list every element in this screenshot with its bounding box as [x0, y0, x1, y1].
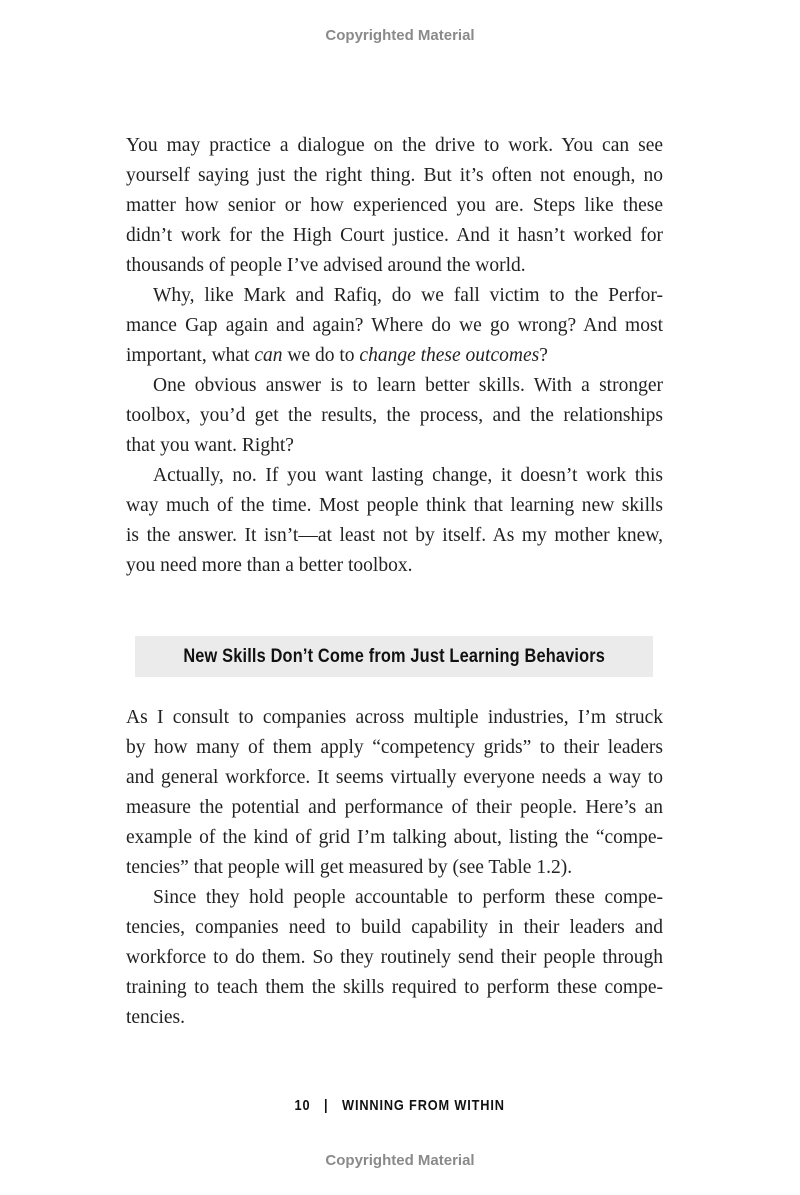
text-line	[126, 401, 663, 431]
text-line	[126, 191, 663, 221]
copyright-watermark-bottom: Copyrighted Material	[325, 1152, 475, 1169]
text-line	[126, 943, 663, 973]
text-span: One obvious answer is to learn better skills. With a stronger	[153, 375, 663, 396]
text-line	[126, 251, 663, 281]
text-line	[126, 703, 663, 733]
text-span: workforce to do them. So they routinely send their people through	[126, 947, 663, 968]
text-span: and general workforce. It seems virtually everyone needs a way to	[126, 767, 663, 788]
running-title: WINNING FROM WITHIN	[342, 1097, 506, 1114]
paragraph	[126, 461, 663, 581]
text-line	[126, 551, 663, 581]
section-heading-text: New Skills Don’t Come from Just Learning Behaviors	[183, 645, 605, 667]
paragraph	[126, 131, 663, 281]
page-footer	[0, 1097, 800, 1114]
text-line	[126, 973, 663, 1003]
text-span: Why, like Mark and Rafiq, do we fall victim to the Perfor-	[153, 285, 663, 306]
footer-separator: |	[324, 1097, 329, 1114]
text-span: Since they hold people accountable to perform these compe-	[153, 887, 663, 908]
text-span: by how many of them apply “competency grids” to their leaders	[126, 737, 663, 758]
text-line	[126, 131, 663, 161]
text-span: You may practice a dialogue on the drive to work. You can see	[126, 135, 663, 156]
text-span: tencies” that people will get measured by (see Table 1.2).	[126, 857, 573, 878]
text-span: As I consult to companies across multiple industries, I’m struck	[126, 707, 663, 728]
text-line	[126, 371, 663, 401]
text-line	[126, 461, 663, 491]
text-line	[126, 491, 663, 521]
emphasis-text: change these outcomes	[359, 345, 540, 366]
text-span: way much of the time. Most people think that learning new skills	[126, 495, 663, 516]
text-span: tencies, companies need to build capability in their leaders and	[126, 917, 663, 938]
page-number: 10	[294, 1097, 311, 1114]
text-line	[126, 431, 663, 461]
text-span: we do to	[282, 345, 360, 366]
paragraph	[126, 883, 663, 1033]
text-span: thousands of people I’ve advised around the world.	[126, 255, 526, 276]
text-span: measure the potential and performance of their people. Here’s an	[126, 797, 663, 818]
copyright-watermark-top: Copyrighted Material	[325, 27, 475, 44]
text-span: tencies.	[126, 1007, 186, 1028]
text-span: training to teach them the skills required to perform these compe-	[126, 977, 663, 998]
text-line	[126, 763, 663, 793]
text-span: matter how senior or how experienced you are. Steps like these	[126, 195, 663, 216]
text-line	[126, 521, 663, 551]
text-span: important, what	[126, 345, 255, 366]
text-span: didn’t work for the High Court justice. And it hasn’t worked for	[126, 225, 663, 246]
paragraph	[126, 703, 663, 883]
text-span: is the answer. It isn’t—at least not by itself. As my mother knew,	[126, 525, 663, 546]
text-span: that you want. Right?	[126, 435, 294, 456]
text-span: ?	[539, 345, 548, 366]
text-line	[126, 823, 663, 853]
text-span: mance Gap again and again? Where do we go wrong? And most	[126, 315, 663, 336]
text-line	[126, 793, 663, 823]
text-span: Actually, no. If you want lasting change, it doesn’t work this	[153, 465, 663, 486]
section-heading	[135, 636, 653, 677]
text-line	[126, 883, 663, 913]
text-line	[126, 733, 663, 763]
paragraph	[126, 281, 663, 371]
text-line	[126, 311, 663, 341]
text-line	[126, 913, 663, 943]
text-span: you need more than a better toolbox.	[126, 555, 413, 576]
text-line	[126, 161, 663, 191]
text-line	[126, 281, 663, 311]
text-span: yourself saying just the right thing. But it’s often not enough, no	[126, 165, 663, 186]
paragraph	[126, 371, 663, 461]
text-span: example of the kind of grid I’m talking about, listing the “compe-	[126, 827, 663, 848]
text-line	[126, 341, 663, 371]
body-text-after-heading	[126, 703, 663, 1033]
body-text-before-heading	[126, 131, 663, 581]
text-span: toolbox, you’d get the results, the process, and the relationships	[126, 405, 663, 426]
text-line	[126, 853, 663, 883]
text-line	[126, 221, 663, 251]
text-line	[126, 1003, 663, 1033]
emphasis-text: can	[254, 345, 283, 366]
